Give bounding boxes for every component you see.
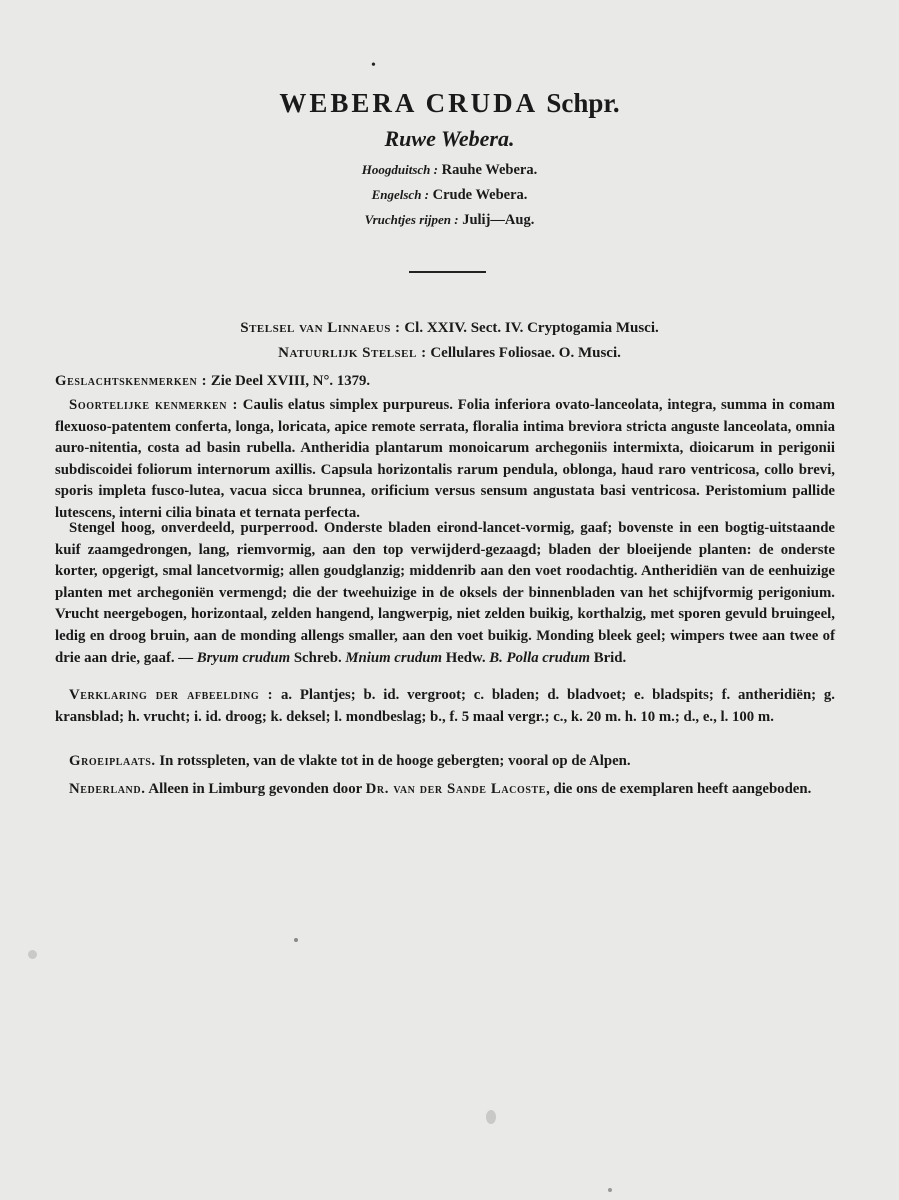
divider-rule <box>409 271 486 273</box>
top-dot: • <box>371 58 376 73</box>
habitat-label: Groeiplaats. <box>69 753 156 769</box>
paper-speck <box>294 938 298 942</box>
species-text: Caulis elatus simplex purpureus. Folia inferiora ovato-lanceolata, integra, summa in comam flexuoso-patentem conferta, longa, loricata, apice remote serrata, floralia intima breviora stricta anguste lanceolata, omnia auro-nitentia, costa ad basin rubella. Antheridia plantarum monoicarum archegoniis intermixta, dioicarum in perigonii subdiscoidei foliorum internorum axillis. Capsula horizontalis rarum pendula, oblonga, haud raro ventricosa, collo brevi, sporis impleta fusco-lutea, vacua sicca brunnea, orificium versus sensum angustata basi ventricosa. Peristomium pallide lutescens, interni cilia binata et ternata perfecta. <box>55 397 835 521</box>
english-name: Crude Webera. <box>432 187 528 203</box>
explanation-label: Verklaring der afbeelding : <box>69 687 274 703</box>
habitat-text: In rotsspleten, van de vlakte tot in de hooge gebergten; vooral op de Alpen. <box>159 753 631 769</box>
linnaeus-system-line <box>0 320 899 337</box>
netherlands-label: Nederland. <box>69 781 146 797</box>
synonym-3-author: Brid. <box>593 649 627 666</box>
netherlands-text-before: Alleen in Limburg gevonden door <box>148 781 362 797</box>
ripen-value: Julij—Aug. <box>462 212 535 228</box>
description-text: Stengel hoog, onverdeeld, purperrood. Onderste bladen eirond-lancet-vormig, gaaf; bovenste in een bogtig-uitstaande kuif zaamgedrongen, lang, riemvormig, aan den top verwijderd-gezaagd; bladen der bloeijende planten: de onderste korter, opgerigt, smal lancetvormig; allen goudglanzig; middenrib aan den voet roodachtig. Antheridiën van de eenhuizige planten met archegoniën vermengd; die der tweehuizige in de oksels der binnenbladen van het schijfvormig perigonium. Vrucht neergebogen, horizontaal, zelden hangend, langwerpig, niet zelden buikig, korthalzig, met sporen gevuld bruingeel, ledig en droog bruin, aan de monding allengs smaller, aan den voet buikig. Monding bleek geel; wimpers twee aan twee of drie aan drie, gaaf. — <box>55 520 835 666</box>
title-genus: WEBERA CRUDA <box>279 88 537 118</box>
linnaeus-label: Stelsel van Linnaeus : <box>240 320 401 336</box>
natural-label: Natuurlijk Stelsel : <box>278 345 427 361</box>
paper-speck <box>486 1110 496 1124</box>
natural-system-line <box>0 345 899 362</box>
linnaeus-value: Cl. XXIV. Sect. IV. Cryptogamia Musci. <box>404 320 659 336</box>
netherlands-locality <box>55 779 835 801</box>
synonym-1-author: Schreb. <box>293 649 342 666</box>
species-label: Soortelijke kenmerken : <box>69 397 238 413</box>
synonym-2-name: Mnium crudum <box>345 649 442 666</box>
paper-speck <box>28 950 37 959</box>
german-name: Rauhe Webera. <box>441 162 538 178</box>
title-author: Schpr. <box>546 88 620 118</box>
english-label: Engelsch : <box>371 187 429 202</box>
species-characters <box>55 395 835 525</box>
genus-characters <box>55 371 835 393</box>
synonym-1-name: Bryum crudum <box>196 649 291 666</box>
netherlands-text-after: , die ons de exemplaren heeft aangeboden. <box>546 781 812 797</box>
dutch-name: Ruwe Webera. <box>384 126 515 151</box>
netherlands-person: Dr. van der Sande Lacoste <box>365 781 547 797</box>
genus-label: Geslachtskenmerken : <box>55 373 208 389</box>
genus-value: Zie Deel XVIII, N°. 1379. <box>210 373 371 389</box>
species-title <box>0 88 899 119</box>
habitat <box>55 751 835 773</box>
figure-explanation <box>55 685 835 728</box>
synonym-2-author: Hedw. <box>445 649 486 666</box>
german-label: Hoogduitsch : <box>361 162 438 177</box>
explanation-text: a. Plantjes; b. id. vergroot; c. bladen; d. bladvoet; e. bladspits; f. antheridiën; g. kransblad; h. vrucht; i. id. droog; k. deksel; l. mondbeslag; b., f. 5 maal vergr.; c., k. 20 m. h. 10 m.; d., e., l. 100 m. <box>55 687 835 725</box>
german-name-line <box>0 162 899 179</box>
ripen-label: Vruchtjes rijpen : <box>364 212 459 227</box>
english-name-line <box>0 187 899 204</box>
ripening-line <box>0 212 899 229</box>
dutch-description <box>55 518 835 669</box>
synonym-3-name: B. Polla crudum <box>489 649 590 666</box>
natural-value: Cellulares Foliosae. O. Musci. <box>430 345 621 361</box>
paper-speck <box>608 1188 612 1192</box>
